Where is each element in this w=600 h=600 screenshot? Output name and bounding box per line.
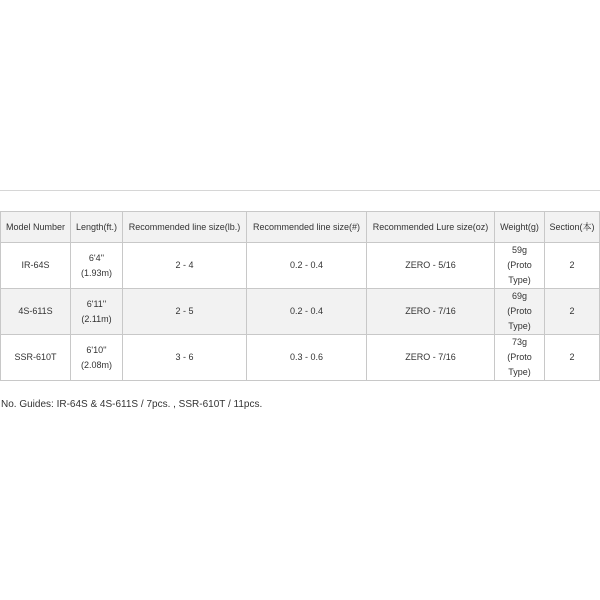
weight-value: 73g xyxy=(511,337,528,347)
lure-cell: ZERO - 7/16 xyxy=(367,335,495,381)
weight-cell xyxy=(495,335,545,381)
line-no-cell: 0.2 - 0.4 xyxy=(247,243,367,289)
table-row xyxy=(1,289,600,335)
length-m: (1.93m) xyxy=(80,267,112,278)
header-model-number: Model Number xyxy=(1,212,71,243)
line-no-cell: 0.3 - 0.6 xyxy=(247,335,367,381)
line-lb-cell: 2 - 4 xyxy=(123,243,247,289)
line-lb-cell: 3 - 6 xyxy=(123,335,247,381)
lure-cell: ZERO - 7/16 xyxy=(367,289,495,335)
length-cell xyxy=(71,335,123,381)
model-cell: SSR-610T xyxy=(1,335,71,381)
line-no-cell: 0.2 - 0.4 xyxy=(247,289,367,335)
weight-value: 69g xyxy=(511,291,528,301)
section-cell: 2 xyxy=(545,243,600,289)
length-cell xyxy=(71,289,123,335)
length-ft: 6'10'' xyxy=(86,344,107,355)
weight-note-line-1: (Proto xyxy=(507,306,532,316)
length-m: (2.11m) xyxy=(81,313,112,324)
spec-table xyxy=(0,211,600,381)
weight-note-line-1: (Proto xyxy=(507,260,532,270)
length-ft: 6'11'' xyxy=(86,298,107,309)
top-divider xyxy=(0,190,600,191)
model-cell: 4S-611S xyxy=(1,289,71,335)
header-length: Length(ft.) xyxy=(71,212,123,243)
weight-note-line-2: Type) xyxy=(508,321,531,331)
header-line-size-lb: Recommended line size(lb.) xyxy=(123,212,247,243)
header-weight: Weight(g) xyxy=(495,212,545,243)
weight-note-line-1: (Proto xyxy=(507,352,532,362)
weight-cell xyxy=(495,289,545,335)
length-ft: 6'4'' xyxy=(88,252,105,263)
length-cell xyxy=(71,243,123,289)
table-row xyxy=(1,243,600,289)
table-row xyxy=(1,335,600,381)
model-cell: IR-64S xyxy=(1,243,71,289)
length-m: (2.08m) xyxy=(80,359,112,370)
weight-cell xyxy=(495,243,545,289)
header-row xyxy=(1,212,600,243)
header-lure-size: Recommended Lure size(oz) xyxy=(367,212,495,243)
weight-value: 59g xyxy=(511,245,528,255)
header-line-size-no: Recommended line size(#) xyxy=(247,212,367,243)
lure-cell: ZERO - 5/16 xyxy=(367,243,495,289)
line-lb-cell: 2 - 5 xyxy=(123,289,247,335)
header-section: Section(本) xyxy=(545,212,600,243)
weight-note-line-2: Type) xyxy=(508,275,531,285)
section-cell: 2 xyxy=(545,335,600,381)
section-cell: 2 xyxy=(545,289,600,335)
guides-note: No. Guides: IR-64S & 4S-611S / 7pcs. , SSR-610T / 11pcs. xyxy=(1,399,263,410)
weight-note-line-2: Type) xyxy=(508,367,531,377)
